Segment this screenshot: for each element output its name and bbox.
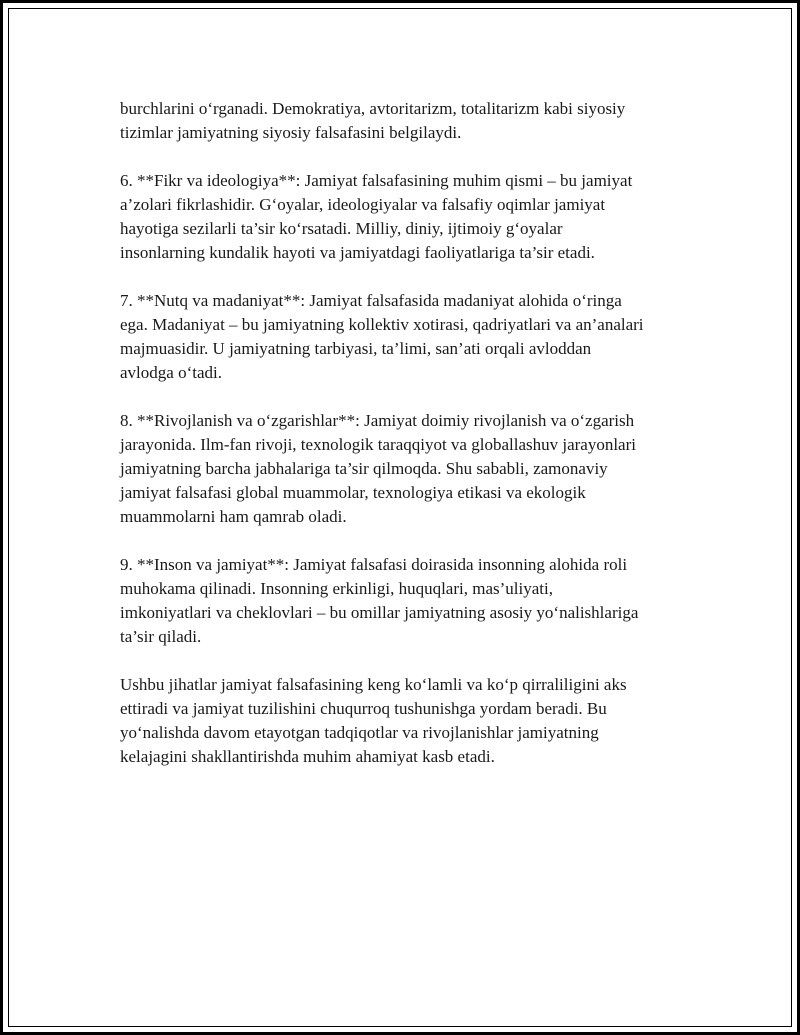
paragraph-thought-ideology: 6. **Fikr va ideologiya**: Jamiyat falsafasining muhim qismi – bu jamiyat a’zolari fikrlashidir. G‘oyalar, ideologiyalar va falsafiy oqimlar jamiyat hayotiga sezilarli ta’sir ko‘rsatadi. Milliy, diniy, ijtimoiy g‘oyalar insonlarning kundalik hayoti va jamiyatdagi faoliyatlariga ta’sir etadi. (120, 171, 633, 262)
paragraph-development-change: 8. **Rivojlanish va o‘zgarishlar**: Jamiyat doimiy rivojlanish va o‘zgarish jarayonida. Ilm-fan rivoji, texnologik taraqqiyot va globallashuv jarayonlari jamiyatning barcha jabhalariga ta’sir qilmoqda. Shu sababli, zamonaviy jamiyat falsafasi global muammolar, texnologiya etikasi va ekologik muammolarni ham qamrab oladi. (120, 411, 636, 526)
document-body (120, 97, 710, 793)
paragraph-person-society: 9. **Inson va jamiyat**: Jamiyat falsafasi doirasida insonning alohida roli muhokama qilinadi. Insonning erkinligi, huquqlari, mas’uliyati, imkoniyatlari va cheklovlari – bu omillar jamiyatning asosiy yo‘nalishlariga ta’sir qiladi. (120, 555, 639, 646)
paragraph-conclusion: Ushbu jihatlar jamiyat falsafasining keng ko‘lamli va ko‘p qirraliligini aks ettiradi va jamiyat tuzilishini chuqurroq tushunishga yordam beradi. Bu yo‘nalishda davom etayotgan tadqiqotlar va rivojlanishlar jamiyatning kelajagini shakllantirishda muhim ahamiyat kasb etadi. (120, 675, 627, 766)
paragraph-speech-culture: 7. **Nutq va madaniyat**: Jamiyat falsafasida madaniyat alohida o‘ringa ega. Madaniyat – bu jamiyatning kollektiv xotirasi, qadriyatlari va an’analari majmuasidir. U jamiyatning tarbiyasi, ta’limi, san’ati orqali avloddan avlodga o‘tadi. (120, 291, 644, 382)
paragraph-political-systems: burchlarini o‘rganadi. Demokratiya, avtoritarizm, totalitarizm kabi siyosiy tizimlar jamiyatning siyosiy falsafasini belgilaydi. (120, 99, 626, 142)
